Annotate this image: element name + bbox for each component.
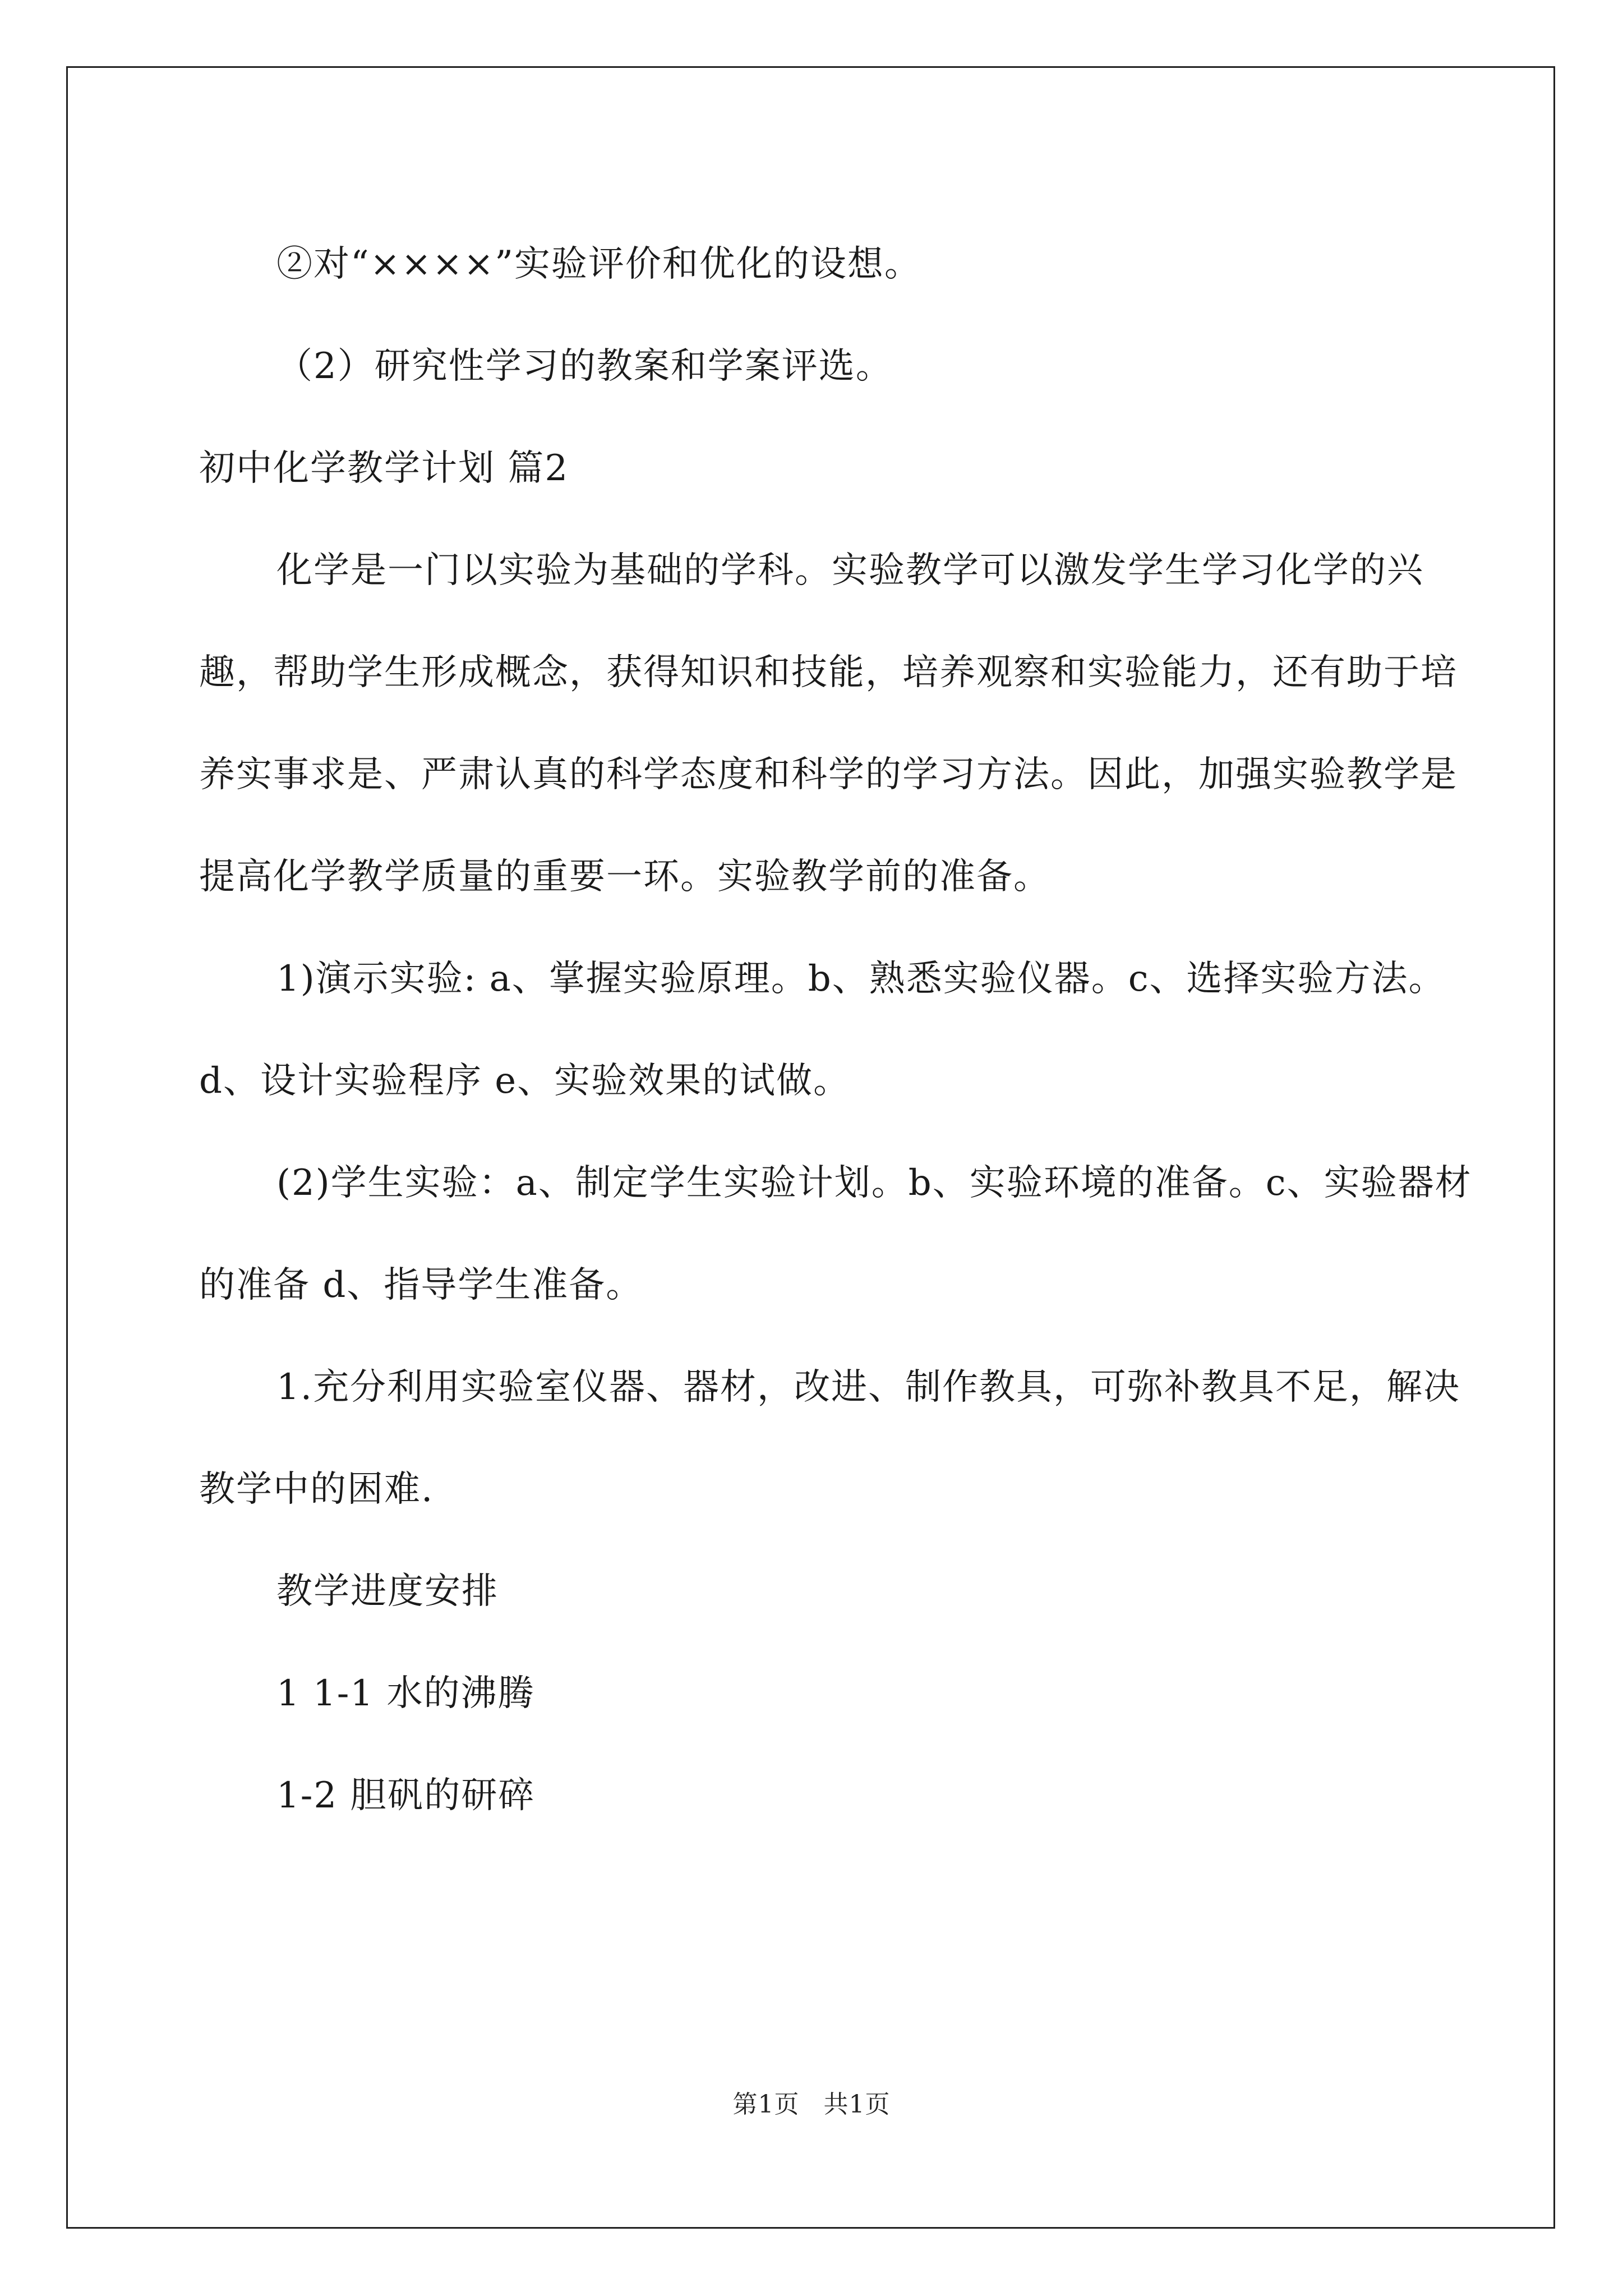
- paragraph-use-equipment: 1.充分利用实验室仪器、器材，改进、制作教具，可弥补教具不足，解决教学中的困难.: [199, 1366, 1461, 1510]
- paragraph-research-selection: （2）研究性学习的教案和学案评选。: [276, 346, 893, 387]
- page-number-current: 第1页: [732, 2090, 800, 2119]
- paragraph-evaluation-idea: ②对“××××”实验评价和优化的设想。: [276, 243, 921, 285]
- document-body: [199, 213, 1472, 1847]
- paragraph-student-experiment: (2)学生实验：a、制定学生实验计划。b、实验环境的准备。c、实验器材的准备 d、指导学生准备。: [199, 1162, 1472, 1306]
- section-heading: 初中化学教学计划 篇2: [199, 448, 569, 489]
- paragraph-schedule-title: 教学进度安排: [276, 1571, 499, 1612]
- paragraph-demo-experiment: 1)演示实验: a、掌握实验原理。b、熟悉实验仪器。c、选择实验方法。d、设计实验程序 e、实验效果的试做。: [199, 958, 1446, 1102]
- schedule-item: 1 1-1 水的沸腾: [276, 1673, 535, 1714]
- page-footer: [0, 2084, 1623, 2120]
- paragraph-intro: 化学是一门以实验为基础的学科。实验教学可以激发学生学习化学的兴趣，帮助学生形成概念，获得知识和技能，培养观察和实验能力，还有助于培养实事求是、严肃认真的科学态度和科学的学习方法。因此，加强实验教学是提高化学教学质量的重要一环。实验教学前的准备。: [199, 550, 1458, 898]
- schedule-item: 1-2 胆矾的研碎: [276, 1775, 536, 1816]
- page-number-total: 共1页: [823, 2090, 891, 2119]
